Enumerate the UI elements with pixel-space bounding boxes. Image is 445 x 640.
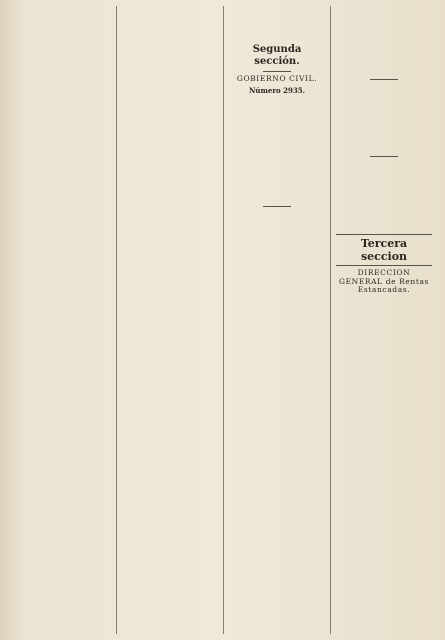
column-1 <box>10 6 117 634</box>
paragraph <box>336 6 432 40</box>
paragraph <box>122 78 218 112</box>
paragraph <box>122 294 218 328</box>
paragraph <box>229 210 325 244</box>
paragraph <box>122 438 218 472</box>
paragraph <box>229 246 325 280</box>
text-columns <box>10 6 437 634</box>
subsection-heading: GOBIERNO CIVIL. <box>236 74 318 83</box>
column-2 <box>117 6 224 634</box>
paragraph <box>15 186 111 220</box>
paragraph <box>15 42 111 76</box>
paragraph <box>122 222 218 256</box>
paragraph <box>15 402 111 436</box>
paragraph <box>15 258 111 292</box>
paragraph <box>336 42 432 76</box>
paragraph <box>229 169 325 203</box>
item-number: Número 2935. <box>248 85 306 95</box>
paragraph <box>15 294 111 328</box>
paragraph <box>15 78 111 112</box>
paragraph <box>229 6 325 40</box>
paragraph <box>15 150 111 184</box>
paragraph <box>336 196 432 230</box>
paragraph <box>122 6 218 40</box>
paragraph <box>122 330 218 364</box>
section-heading: Segunda sección. <box>252 44 302 67</box>
column-3 <box>224 6 331 634</box>
paragraph <box>122 42 218 76</box>
column-4 <box>331 6 437 634</box>
paragraph <box>229 282 325 316</box>
paragraph <box>336 160 432 194</box>
paragraph <box>15 366 111 400</box>
divider <box>370 156 399 157</box>
paragraph <box>122 150 218 184</box>
paragraph <box>15 114 111 148</box>
paragraph <box>122 258 218 292</box>
paragraph <box>122 186 218 220</box>
paragraph <box>336 119 432 153</box>
divider <box>263 71 292 72</box>
paragraph <box>15 6 111 40</box>
paragraph <box>336 298 432 332</box>
divider <box>370 79 399 80</box>
paragraph <box>229 97 325 131</box>
paragraph <box>15 330 111 364</box>
paragraph <box>122 114 218 148</box>
paragraph <box>122 366 218 400</box>
section-heading: Tercera seccion <box>336 234 432 266</box>
divider <box>263 206 292 207</box>
paragraph <box>122 402 218 436</box>
paragraph <box>15 222 111 256</box>
paragraph <box>229 133 325 167</box>
subsection-heading: DIRECCION GENERAL de Rentas Estancadas. <box>338 268 429 295</box>
paragraph <box>336 83 432 117</box>
